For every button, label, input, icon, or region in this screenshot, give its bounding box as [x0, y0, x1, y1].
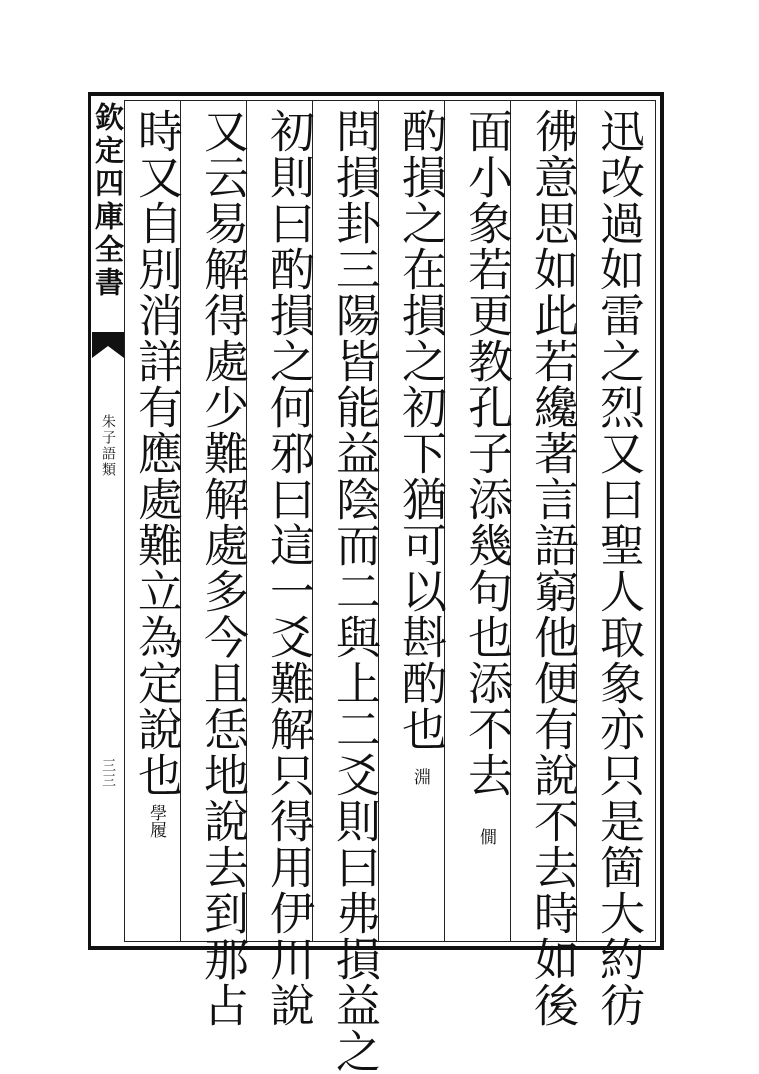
column-text: 面小象若更教孔子添幾句也添不去 — [460, 108, 513, 798]
fishtail-mark-icon — [92, 332, 124, 368]
column-text: 迅改過如雷之烈又曰聖人取象亦只是箇大約彷 — [592, 108, 645, 1028]
page-margin-strip — [92, 96, 124, 946]
text-column-5 — [326, 108, 382, 1074]
column-text: 初則曰酌損之何邪曰這一爻難解只得用伊川說 — [262, 108, 315, 1028]
book-title: 朱子語類 — [100, 414, 116, 478]
text-column-8 — [128, 108, 184, 938]
text-column-3 — [458, 108, 514, 938]
column-note: 淵 — [410, 768, 430, 785]
column-text: 時又自別消詳有應處難立為定說也 — [130, 108, 183, 798]
column-text: 問損卦三陽皆能益陰而二與上二爻則曰弗損益之 — [328, 108, 381, 1074]
series-title: 欽定四庫全書 — [91, 102, 125, 300]
column-text: 彿意思如此若纔著言語窮他便有說不去時如後 — [526, 108, 579, 1028]
column-text: 酌損之在損之初下猶可以斟酌也 — [394, 108, 447, 752]
text-column-7 — [194, 108, 250, 1028]
column-text: 又云易解得處少難解處多今且恁地說去到那占 — [196, 108, 249, 1028]
page-number: 三三 — [100, 758, 116, 788]
column-note: 學履 — [146, 804, 166, 838]
text-column-6 — [260, 108, 316, 1028]
column-note: 僩 — [476, 828, 496, 845]
text-column-1 — [590, 108, 646, 1028]
text-column-4 — [392, 108, 448, 938]
text-column-2 — [524, 108, 580, 1028]
